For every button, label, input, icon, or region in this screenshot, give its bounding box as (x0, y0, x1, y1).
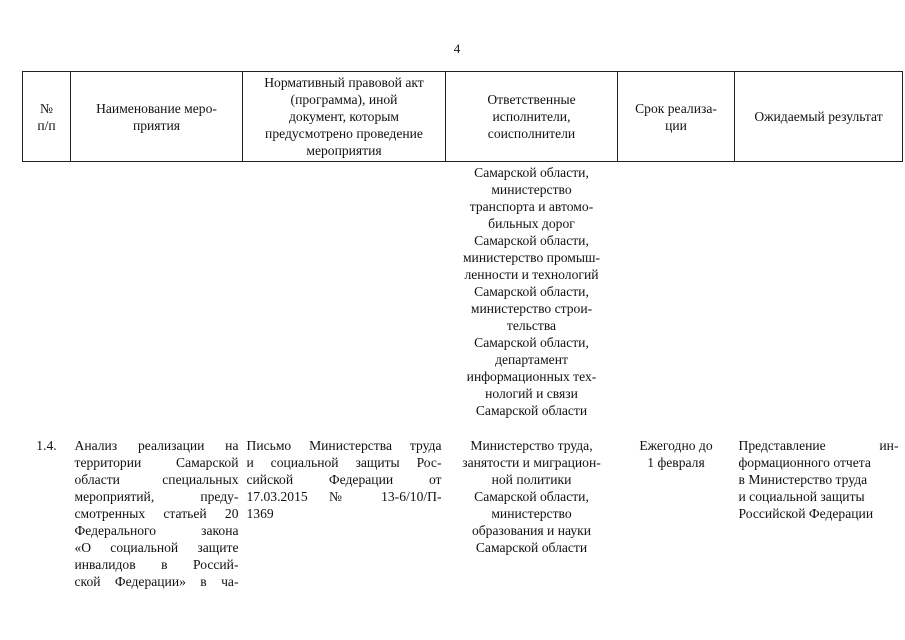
table-header-row (23, 72, 903, 162)
header-term (618, 72, 735, 162)
cell-line: смотренных статьей 20 (74, 506, 239, 521)
header-line: п/п (37, 117, 56, 133)
cell-line: Самарской области, (474, 165, 589, 180)
cell-line: бильных дорог (488, 216, 575, 231)
cell-line: министерство (491, 506, 572, 521)
legal-act-cell (243, 437, 446, 590)
header-line: приятия (132, 117, 181, 133)
cell-line: Самарской области, (474, 335, 589, 350)
header-legal-act (243, 72, 446, 162)
cell-line: Самарской области, (474, 284, 589, 299)
cell-line: тельства (506, 318, 557, 333)
cell-line: Самарской области, (474, 233, 589, 248)
cell-line: мероприятий, преду- (74, 489, 239, 504)
header-line: (программа), иной (290, 92, 398, 107)
executors-cell (446, 437, 618, 590)
cell-line: территории Самарской (74, 455, 239, 470)
header-executors (446, 72, 618, 162)
cell-line: и социальной защиты (738, 489, 865, 504)
event-name-cell (71, 437, 243, 590)
cell-line: информационных тех- (466, 369, 597, 384)
plan-table (22, 71, 903, 590)
header-line: № (40, 100, 53, 116)
cell-line: занятости и миграцион- (462, 455, 601, 470)
cell-line: области специальных (74, 472, 239, 487)
cell-line: ленности и технологий (464, 267, 599, 282)
header-line: Ответственные (487, 92, 576, 107)
term-cell (618, 437, 735, 590)
cell-line: Федерального закона (74, 523, 239, 538)
header-line: исполнители, (492, 109, 571, 124)
page-number: 4 (453, 41, 461, 56)
header-line: Срок реализа- (635, 100, 717, 116)
cell-line: и социальной защиты Рос- (246, 455, 442, 470)
cell-line: инвалидов в Россий- (74, 557, 239, 572)
cell-line: министерство промыш- (462, 250, 601, 265)
header-line: Нормативный правовой акт (264, 75, 424, 90)
cell-line: 17.03.2015 № 13-6/10/П- (246, 489, 442, 504)
header-line: Наименование меро- (96, 100, 217, 116)
header-line: ции (665, 117, 687, 133)
header-line: Ожидаемый результат (754, 109, 883, 124)
cell-line: 1 февраля (647, 455, 705, 470)
cell-line: нологий и связи (485, 386, 578, 401)
cell-line: Анализ реализации на (74, 438, 239, 453)
header-line: мероприятия (306, 143, 382, 158)
cell-line: ской Федерации» в ча- (74, 574, 239, 589)
cell-line: формационного отчета (738, 455, 871, 470)
header-line: документ, которым (289, 109, 399, 124)
header-line: соисполнители (487, 126, 576, 141)
cell-line: в Министерство труда (738, 472, 868, 487)
header-number (23, 72, 71, 162)
cell-line: министерство (491, 182, 572, 197)
table-row-1-4 (23, 437, 903, 590)
header-event-name (71, 72, 243, 162)
cell-line: Представление ин- (738, 438, 899, 453)
cell-line: Ежегодно до (639, 438, 713, 453)
cell-line: Министерство труда, (470, 438, 593, 453)
cell-line: ной политики (491, 472, 572, 487)
cell-line: Самарской области, (474, 489, 589, 504)
header-line: предусмотрено проведение (265, 126, 423, 141)
cell-line: Самарской области (475, 540, 588, 555)
cell-line: образования и науки (471, 523, 592, 538)
table-row-continuation (23, 162, 903, 438)
cell-line: 1369 (246, 506, 274, 521)
result-cell (735, 437, 903, 590)
cell-line: сийской Федерации от (246, 472, 442, 487)
cell-line: «О социальной защите (74, 540, 239, 555)
cell-line: департамент (495, 352, 568, 367)
header-result (735, 72, 903, 162)
continuation-executors-cell (446, 162, 618, 438)
cell-line: транспорта и автомо- (469, 199, 594, 214)
cell-line: Самарской области (475, 403, 588, 418)
cell-line: Российской Федерации (738, 506, 874, 521)
row-number: 1.4. (36, 438, 57, 453)
cell-line: министерство строи- (470, 301, 593, 316)
cell-line: Письмо Министерства труда (246, 438, 442, 453)
